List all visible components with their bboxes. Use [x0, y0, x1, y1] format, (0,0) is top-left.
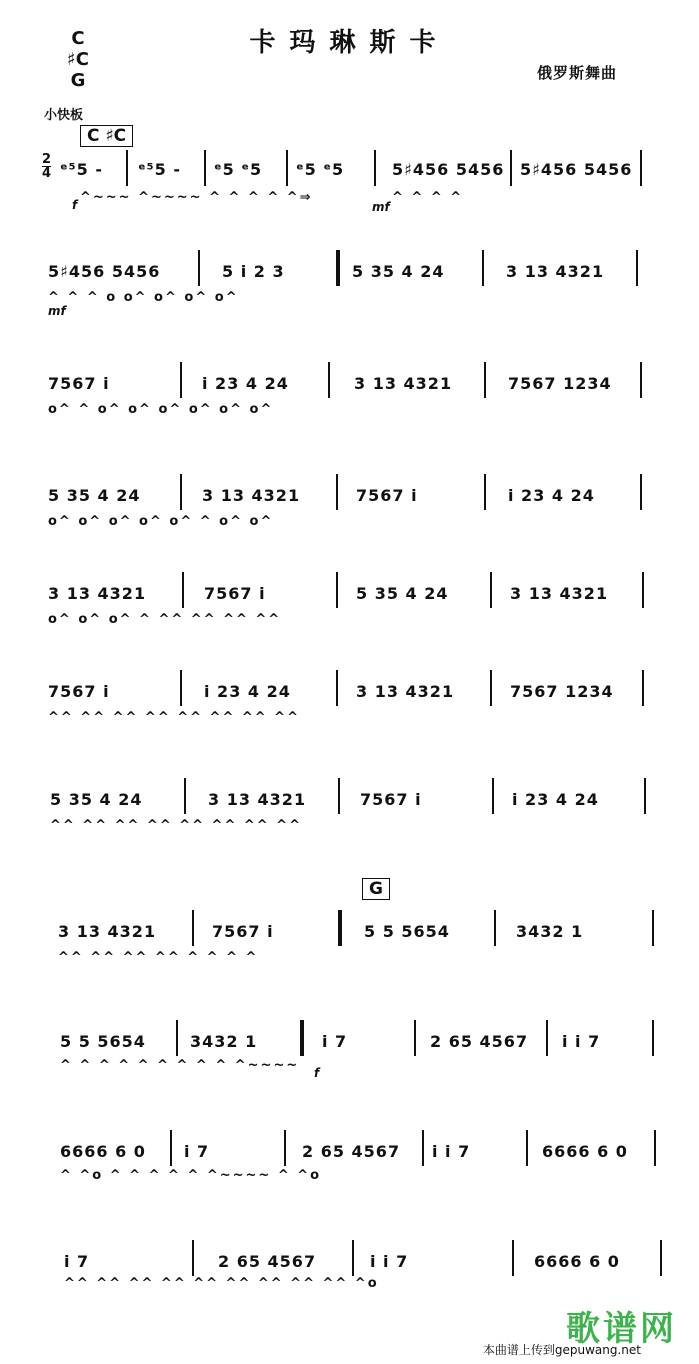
accent-marks: ^ ^ ^ ^	[392, 190, 464, 205]
accent-marks: ^ ^o ^ ^ ^ ^ ^ ^~~~~ ^ ^o	[60, 1168, 322, 1183]
barline	[180, 474, 182, 510]
accent-marks: ^ ^ ^ ^ ^ ^ ^ ^ ^ ^~~~~	[60, 1058, 300, 1073]
measure-2-2: 5 i 2 3	[222, 262, 285, 281]
measure-10-4: i i 7	[432, 1142, 471, 1161]
measure-2-4: 3 13 4321	[506, 262, 605, 281]
barline	[336, 670, 338, 706]
measure-6-3: 3 13 4321	[356, 682, 455, 701]
measure-9-1: 5 5 5654	[60, 1032, 146, 1051]
measure-9-4: 2 65 4567	[430, 1032, 529, 1051]
measure-6-1: 7567 i	[48, 682, 110, 701]
measure-1-2: ᵉ⁵5 -	[138, 160, 182, 179]
barline	[286, 150, 288, 186]
key-3: G	[70, 70, 86, 91]
measure-9-3: i 7	[322, 1032, 348, 1051]
barline	[494, 910, 496, 946]
measure-11-3: i i 7	[370, 1252, 409, 1271]
measure-8-1: 3 13 4321	[58, 922, 157, 941]
measure-3-1: 7567 i	[48, 374, 110, 393]
measure-4-1: 5 35 4 24	[48, 486, 141, 505]
barline	[182, 572, 184, 608]
key-2: ♯C	[67, 49, 89, 70]
measure-6-2: i 23 4 24	[204, 682, 291, 701]
measure-5-2: 7567 i	[204, 584, 266, 603]
barline	[328, 362, 330, 398]
accent-marks: ^~~~ ^~~~~ ^ ^ ^ ^ ^⇒	[80, 190, 313, 205]
barline	[180, 362, 182, 398]
barline	[642, 572, 644, 608]
barline	[640, 362, 642, 398]
accent-marks: o^ o^ o^ ^ ^^ ^^ ^^ ^^	[48, 612, 282, 627]
accent-marks: o^ o^ o^ o^ o^ ^ o^ o^	[48, 514, 274, 529]
measure-10-2: i 7	[184, 1142, 210, 1161]
key-box-c: C ♯C	[80, 125, 133, 147]
barline	[192, 910, 194, 946]
barline	[336, 474, 338, 510]
measure-7-1: 5 35 4 24	[50, 790, 143, 809]
upload-note: 本曲谱上传到gepuwang.net	[482, 1343, 641, 1357]
measure-10-5: 6666 6 0	[542, 1142, 628, 1161]
barline	[510, 150, 512, 186]
barline	[640, 474, 642, 510]
barline	[654, 1130, 656, 1166]
measure-10-1: 6666 6 0	[60, 1142, 146, 1161]
measure-8-3: 5 5 5654	[364, 922, 450, 941]
key-box-g: G	[362, 878, 390, 900]
barline-double	[300, 1020, 304, 1056]
measure-1-6: 5♯456 5456	[520, 160, 633, 179]
measure-6-4: 7567 1234	[510, 682, 614, 701]
barline	[512, 1240, 514, 1276]
barline-double	[336, 250, 340, 286]
accent-marks: ^ ^ ^ o o^ o^ o^ o^	[48, 290, 239, 305]
measure-11-1: i 7	[64, 1252, 90, 1271]
measure-1-5: 5♯456 5456	[392, 160, 505, 179]
barline	[526, 1130, 528, 1166]
accent-marks: ^^ ^^ ^^ ^^ ^^ ^^ ^^ ^^ ^^ ^o	[64, 1276, 379, 1291]
barline	[484, 362, 486, 398]
measure-8-2: 7567 i	[212, 922, 274, 941]
barline	[642, 670, 644, 706]
key-signatures	[66, 28, 90, 91]
measure-5-3: 5 35 4 24	[356, 584, 449, 603]
dynamic-mf: mf	[372, 200, 390, 214]
barline	[184, 778, 186, 814]
time-signature	[42, 153, 51, 180]
barline	[198, 250, 200, 286]
measure-4-2: 3 13 4321	[202, 486, 301, 505]
barline	[660, 1240, 662, 1276]
barline	[204, 150, 206, 186]
song-title: 卡玛琳斯卡	[249, 28, 450, 58]
barline	[422, 1130, 424, 1166]
dynamic-f: f	[72, 198, 78, 212]
measure-7-3: 7567 i	[360, 790, 422, 809]
barline	[636, 250, 638, 286]
measure-4-3: 7567 i	[356, 486, 418, 505]
measure-8-4: 3432 1	[516, 922, 584, 941]
barline	[414, 1020, 416, 1056]
measure-7-2: 3 13 4321	[208, 790, 307, 809]
measure-10-3: 2 65 4567	[302, 1142, 401, 1161]
measure-5-4: 3 13 4321	[510, 584, 609, 603]
barline	[352, 1240, 354, 1276]
barline	[338, 778, 340, 814]
song-subtitle: 俄罗斯舞曲	[536, 64, 617, 82]
measure-7-4: i 23 4 24	[512, 790, 599, 809]
barline	[640, 150, 642, 186]
measure-3-2: i 23 4 24	[202, 374, 289, 393]
barline	[176, 1020, 178, 1056]
measure-9-5: i i 7	[562, 1032, 601, 1051]
measure-11-2: 2 65 4567	[218, 1252, 317, 1271]
barline-double	[338, 910, 342, 946]
accent-marks: ^^ ^^ ^^ ^^ ^ ^ ^ ^	[58, 950, 259, 965]
measure-5-1: 3 13 4321	[48, 584, 147, 603]
time-sig-top: 2	[42, 152, 52, 167]
dynamic-mf: mf	[48, 304, 66, 318]
accent-marks: ^^ ^^ ^^ ^^ ^^ ^^ ^^ ^^	[50, 818, 302, 833]
barline	[170, 1130, 172, 1166]
measure-1-3: ᵉ5 ᵉ5	[214, 160, 263, 179]
barline	[482, 250, 484, 286]
measure-11-4: 6666 6 0	[534, 1252, 620, 1271]
key-1: C	[71, 28, 85, 49]
measure-2-1: 5♯456 5456	[48, 262, 161, 281]
barline	[490, 572, 492, 608]
barline	[644, 778, 646, 814]
barline	[492, 778, 494, 814]
measure-9-2: 3432 1	[190, 1032, 258, 1051]
barline	[126, 150, 128, 186]
barline	[336, 572, 338, 608]
measure-3-4: 7567 1234	[508, 374, 612, 393]
measure-1-1: ᵉ⁵5 -	[60, 160, 104, 179]
barline	[374, 150, 376, 186]
barline	[284, 1130, 286, 1166]
measure-1-4: ᵉ5 ᵉ5	[296, 160, 345, 179]
accent-marks: o^ ^ o^ o^ o^ o^ o^ o^	[48, 402, 274, 417]
measure-4-4: i 23 4 24	[508, 486, 595, 505]
site-logo: 歌谱网	[566, 1309, 677, 1349]
barline	[192, 1240, 194, 1276]
measure-2-3: 5 35 4 24	[352, 262, 445, 281]
accent-marks: ^^ ^^ ^^ ^^ ^^ ^^ ^^ ^^	[48, 710, 300, 725]
barline	[490, 670, 492, 706]
time-sig-bottom: 4	[42, 166, 52, 181]
measure-3-3: 3 13 4321	[354, 374, 453, 393]
dynamic-f: f	[314, 1066, 320, 1080]
barline	[484, 474, 486, 510]
tempo-marking: 小快板	[44, 108, 84, 123]
barline	[546, 1020, 548, 1056]
barline	[180, 670, 182, 706]
barline	[652, 1020, 654, 1056]
barline	[652, 910, 654, 946]
